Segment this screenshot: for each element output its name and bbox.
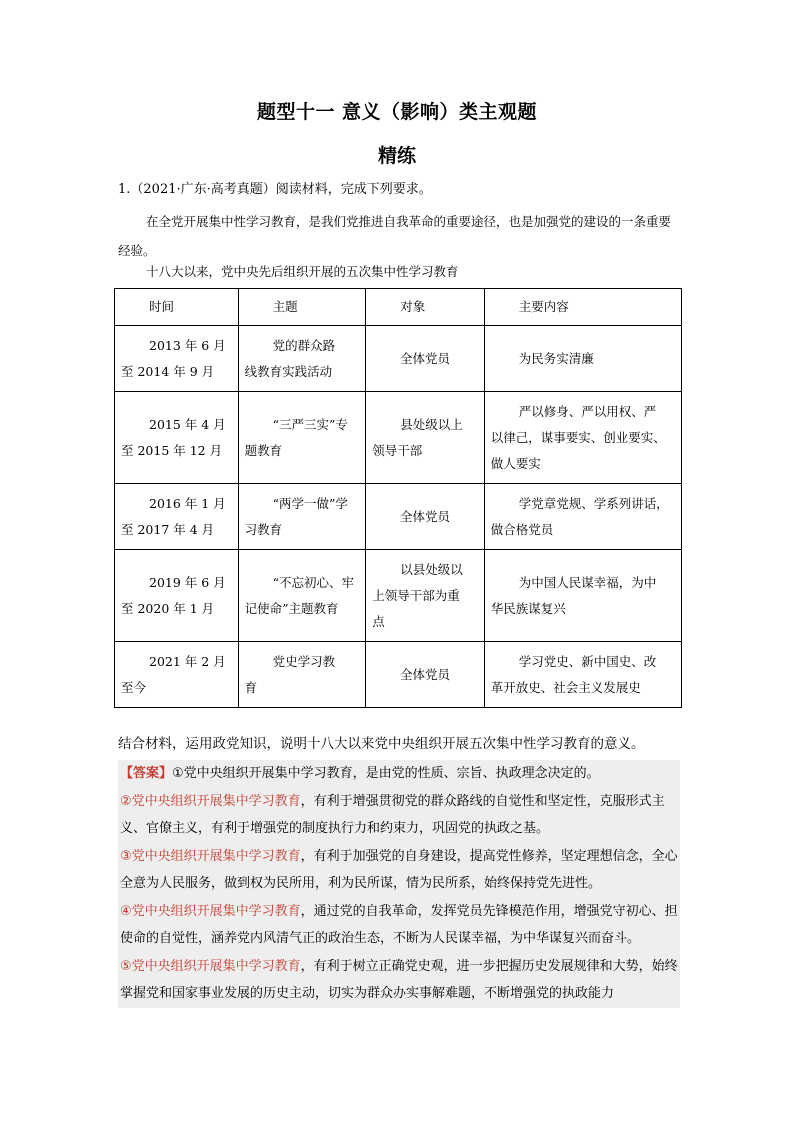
page-subtitle: 精练 bbox=[377, 145, 416, 167]
table-row bbox=[115, 550, 682, 642]
header-cell: 主题 bbox=[238, 289, 366, 326]
answer-point-4: ④党中央组织开展集中学习教育，通过党的自我革命，发挥党员先锋模范作用，增强党守初心、担使命的自觉性，涵养党内风清气正的政治生态，不断为人民谋幸福，为中华谋复兴而奋斗。 bbox=[120, 903, 678, 946]
question-source: （2021·广东·高考真题） bbox=[130, 182, 276, 197]
answer-point-2: ②党中央组织开展集中学习教育，有利于增强贯彻党的群众路线的自觉性和坚定性，克服形式主义、官僚主义，有利于增强党的制度执行力和约束力，巩固党的执政之基。 bbox=[120, 793, 665, 836]
time-cell: 2013 年 6 月 至 2014 年 9 月 bbox=[115, 326, 239, 392]
theme-cell: “两学一做”学 习教育 bbox=[238, 484, 366, 550]
table-row bbox=[115, 484, 682, 550]
question-header bbox=[118, 178, 432, 197]
study-campaign-table bbox=[114, 288, 682, 708]
table-row bbox=[115, 642, 682, 708]
content-cell: 学党章党规、学系列讲话， 做合格党员 bbox=[484, 484, 681, 550]
theme-cell: 党史学习教 育 bbox=[238, 642, 366, 708]
theme-cell: “三严三实”专 题教育 bbox=[238, 392, 366, 484]
theme-cell: “不忘初心、牢 记使命”主题教育 bbox=[238, 550, 366, 642]
answer-block bbox=[118, 760, 680, 1008]
content-cell: 学习党史、新中国史、改 革开放史、社会主义发展史 bbox=[484, 642, 681, 708]
page-title: 题型十一 意义（影响）类主观题 bbox=[256, 101, 538, 123]
theme-cell: 党的群众路 线教育实践活动 bbox=[238, 326, 366, 392]
time-cell: 2016 年 1 月 至 2017 年 4 月 bbox=[115, 484, 239, 550]
header-cell: 对象 bbox=[366, 289, 485, 326]
header-cell: 主要内容 bbox=[484, 289, 681, 326]
content-cell: 为民务实清廉 bbox=[484, 326, 681, 392]
time-cell: 2015 年 4 月 至 2015 年 12 月 bbox=[115, 392, 239, 484]
target-cell: 以县处级以 上领导干部为重 点 bbox=[366, 550, 485, 642]
material-paragraph: 在全党开展集中性学习教育，是我们党推进自我革命的重要途径，也是加强党的建设的一条重要经验。 bbox=[118, 214, 672, 258]
question-number: 1. bbox=[118, 182, 131, 197]
target-cell: 全体党员 bbox=[366, 642, 485, 708]
table-row bbox=[115, 392, 682, 484]
table-caption: 十八大以来，党中央先后组织开展的五次集中性学习教育 bbox=[146, 264, 459, 279]
content-cell: 为中国人民谋幸福，为中 华民族谋复兴 bbox=[484, 550, 681, 642]
target-cell: 县处级以上 领导干部 bbox=[366, 392, 485, 484]
answer-point-5: ⑤党中央组织开展集中学习教育，有利于树立正确党史观，进一步把握历史发展规律和大势，始终掌握党和国家事业发展的历史主动，切实为群众办实事解难题，不断增强党的执政能力 bbox=[120, 958, 678, 1001]
answer-tag: 【答案】 bbox=[120, 766, 173, 781]
task-question: 结合材料，运用政党知识，说明十八大以来党中央组织开展五次集中性学习教育的意义。 bbox=[118, 736, 645, 752]
content-cell: 严以修身、严以用权、严 以律己，谋事要实、创业要实、 做人要实 bbox=[484, 392, 681, 484]
question-prompt: 阅读材料，完成下列要求。 bbox=[275, 182, 432, 197]
time-cell: 2019 年 6 月 至 2020 年 1 月 bbox=[115, 550, 239, 642]
table-row bbox=[115, 326, 682, 392]
time-cell: 2021 年 2 月 至今 bbox=[115, 642, 239, 708]
target-cell: 全体党员 bbox=[366, 326, 485, 392]
table-header-row bbox=[115, 289, 682, 326]
header-cell: 时间 bbox=[115, 289, 239, 326]
answer-point-1: 【答案】①党中央组织开展集中学习教育，是由党的性质、宗旨、执政理念决定的。 bbox=[120, 766, 600, 781]
answer-point-3: ③党中央组织开展集中学习教育，有利于加强党的自身建设，提高党性修养，坚定理想信念，全心全意为人民服务，做到权为民所用，利为民所谋，情为民所系，始终保持党先进性。 bbox=[120, 848, 678, 891]
target-cell: 全体党员 bbox=[366, 484, 485, 550]
